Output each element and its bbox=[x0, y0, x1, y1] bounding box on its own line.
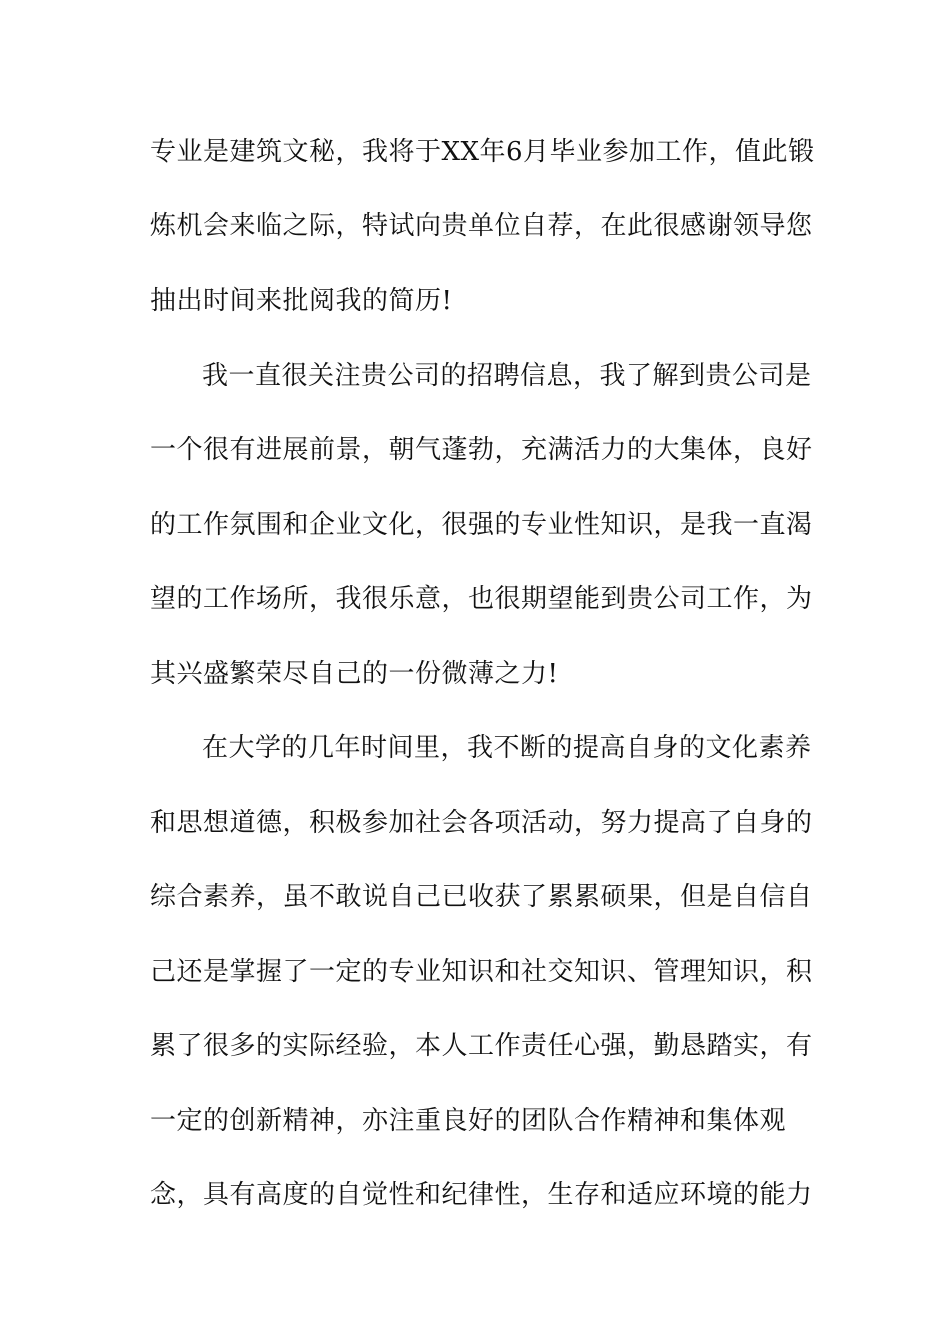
text-line: 己还是掌握了一定的专业知识和社交知识、管理知识，积 bbox=[150, 957, 813, 987]
text-line: 的工作氛围和企业文化，很强的专业性知识，是我一直渴 bbox=[150, 510, 813, 540]
text-line: 其兴盛繁荣尽自己的一份微薄之力! bbox=[150, 659, 559, 689]
text-line: 望的工作场所，我很乐意，也很期望能到贵公司工作，为 bbox=[150, 584, 813, 614]
paragraph-start-line: 我一直很关注贵公司的招聘信息，我了解到贵公司是 bbox=[202, 361, 812, 391]
text-line: 炼机会来临之际，特试向贵单位自荐，在此很感谢领导您 bbox=[150, 211, 813, 241]
text-line: 念，具有高度的自觉性和纪律性，生存和适应环境的能力 bbox=[150, 1180, 813, 1210]
text-line: 一个很有进展前景，朝气蓬勃，充满活力的大集体，良好 bbox=[150, 435, 813, 465]
text-line: 专业是建筑文秘，我将于XX年6月毕业参加工作，值此锻 bbox=[150, 137, 815, 167]
text-line: 累了很多的实际经验，本人工作责任心强，勤恳踏实，有 bbox=[150, 1031, 813, 1061]
text-line: 综合素养，虽不敢说自己已收获了累累硕果，但是自信自 bbox=[150, 882, 813, 912]
text-line: 一定的创新精神，亦注重良好的团队合作精神和集体观 bbox=[150, 1106, 787, 1136]
paragraph-start-line: 在大学的几年时间里，我不断的提高自身的文化素养 bbox=[202, 733, 812, 763]
text-line: 和思想道德，积极参加社会各项活动，努力提高了自身的 bbox=[150, 808, 813, 838]
text-line: 抽出时间来批阅我的简历! bbox=[150, 286, 453, 316]
